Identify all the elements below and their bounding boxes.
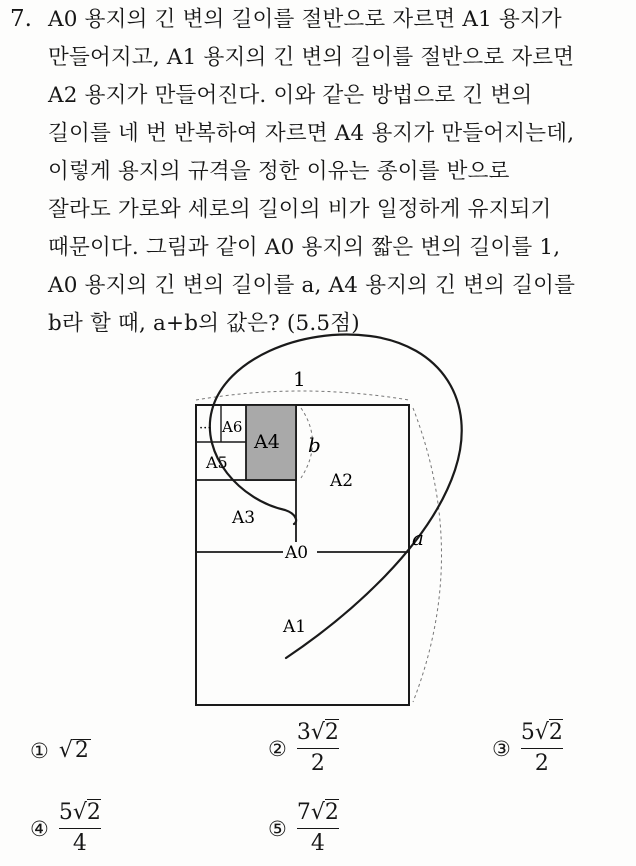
a3-label: A3	[232, 508, 256, 528]
choice-2-fraction	[297, 720, 339, 777]
choice-5-radicand: 2	[324, 800, 339, 825]
choice-4-coef: 5	[58, 800, 73, 825]
a5-label: A5	[206, 453, 228, 472]
question-line-5: 이렇게 용지의 규격을 정한 이유는 종이를 반으로	[48, 159, 510, 184]
choice-3-coef: 5	[520, 720, 535, 745]
choice-5-fraction	[297, 800, 339, 857]
ellipsis-label: ···	[199, 421, 212, 436]
fraction-bar	[59, 828, 101, 829]
choice-3-radicand: 2	[548, 720, 563, 745]
choice-5-number: ⑤	[268, 816, 287, 841]
fraction-bar	[297, 828, 339, 829]
fraction-bar	[297, 748, 339, 749]
sqrt-symbol: √	[58, 738, 73, 763]
choice-5-coef: 7	[296, 800, 311, 825]
choice-2-denominator: 2	[310, 751, 325, 776]
question-line-6: 잘라도 가로와 세로의 길이의 비가 일정하게 유지되기	[48, 197, 552, 222]
spiral-curve	[210, 335, 462, 658]
choice-3-denominator: 2	[534, 751, 549, 776]
question-line-4: 길이를 네 번 반복하여 자르면 A4 용지가 만들어지는데,	[48, 121, 575, 146]
sqrt-symbol: √	[310, 720, 325, 745]
choice-1-radicand: 2	[74, 738, 89, 763]
choice-4-radicand: 2	[86, 800, 101, 825]
choice-4-fraction	[59, 800, 101, 857]
choice-2[interactable]	[268, 720, 339, 777]
choice-1[interactable]	[30, 738, 91, 763]
a-brace	[413, 408, 442, 702]
question-line-2: 만들어지고, A1 용지의 긴 변의 길이를 절반으로 자르면	[48, 45, 575, 70]
sqrt-symbol: √	[310, 800, 325, 825]
choice-3[interactable]	[492, 720, 563, 777]
question-line-1: A0 용지의 긴 변의 길이를 절반으로 자르면 A1 용지가	[48, 7, 562, 32]
choice-3-fraction	[521, 720, 563, 777]
a2-label: A2	[330, 471, 354, 491]
choice-4[interactable]	[30, 800, 101, 857]
width-brace	[196, 391, 409, 400]
question-line-9: b라 할 때, a+b의 값은? (5.5점)	[48, 311, 360, 336]
fraction-bar	[521, 748, 563, 749]
choice-2-radicand: 2	[324, 720, 339, 745]
a1-label: A1	[283, 617, 307, 637]
choice-3-number: ③	[492, 736, 511, 761]
a4-label: A4	[254, 431, 280, 453]
b-label: b	[308, 433, 321, 457]
question-number: 7.	[10, 6, 32, 32]
question-line-3: A2 용지가 만들어진다. 이와 같은 방법으로 긴 변의	[48, 83, 533, 108]
choice-4-number: ④	[30, 816, 49, 841]
choice-1-number: ①	[30, 738, 49, 763]
choice-2-number: ②	[268, 736, 287, 761]
a0-label: A0	[285, 543, 309, 563]
sqrt-symbol: √	[534, 720, 549, 745]
choice-2-coef: 3	[296, 720, 311, 745]
sqrt-symbol: √	[72, 800, 87, 825]
choice-5-denominator: 4	[310, 831, 325, 856]
a6-label: A6	[222, 418, 243, 436]
question-line-7: 때문이다. 그림과 같이 A0 용지의 짧은 변의 길이를 1,	[48, 235, 561, 260]
question-line-8: A0 용지의 긴 변의 길이를 a, A4 용지의 긴 변의 길이를	[48, 273, 576, 298]
choice-4-denominator: 4	[72, 831, 87, 856]
choice-5[interactable]	[268, 800, 339, 857]
a-label: a	[412, 526, 424, 550]
width-label: 1	[293, 367, 306, 391]
